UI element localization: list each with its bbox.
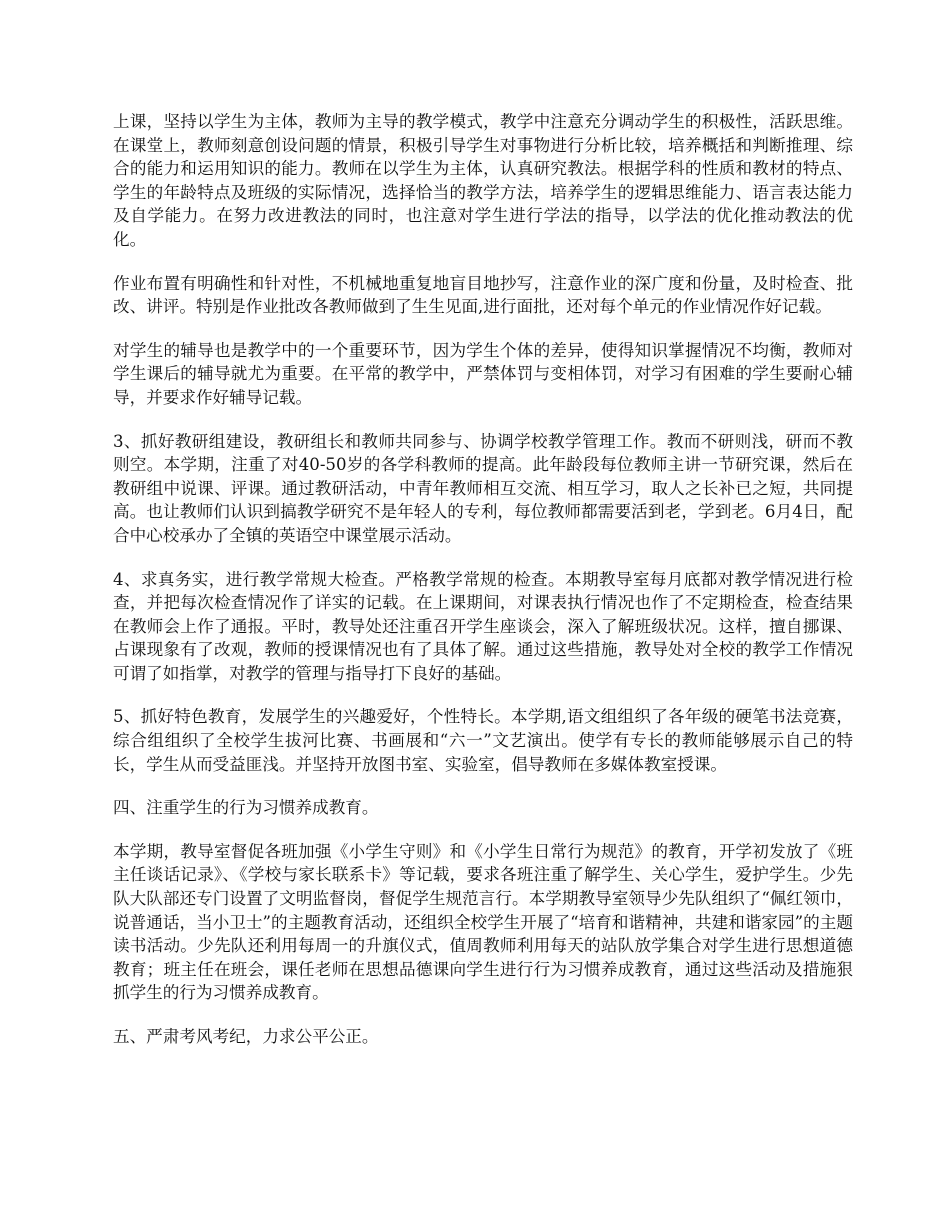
paragraph-homework: 作业布置有明确性和针对性，不机械地重复地盲目地抄写，注意作业的深广度和份量，及时检查、批改、讲评。特别是作业批改各教师做到了生生见面,进行面批，还对每个单元的作业情况作好记载。	[113, 273, 853, 317]
paragraph-research-group: 3、抓好教研组建设，教研组长和教师共同参与、协调学校教学管理工作。教而不研则浅，研而不教则空。本学期，注重了对40-50岁的各学科教师的提高。此年龄段每位教师主讲一节研究课，然后在教研组中说课、评课。通过教研活动，中青年教师相互交流、相互学习，取人之长补已之短，共同提高。也让教师们认识到搞教学研究不是年轻人的专利，每位教师都需要活到老，学到老。6月4日，配合中心校承办了全镇的英语空中课堂展示活动。	[113, 431, 853, 545]
paragraph-teaching-method: 上课，坚持以学生为主体，教师为主导的教学模式，教学中注意充分调动学生的积极性，活跃思维。在课堂上，教师刻意创设问题的情景，积极引导学生对事物进行分析比较，培养概括和判断推理、综合的能力和运用知识的能力。教师在以学生为主体，认真研究教法。根据学科的性质和教材的特点、学生的年龄特点及班级的实际情况，选择恰当的教学方法，培养学生的逻辑思维能力、语言表达能力及自学能力。在努力改进教法的同时，也注意对学生进行学法的指导，以学法的优化推动教法的优化。	[113, 112, 853, 249]
document-body	[113, 110, 853, 1069]
paragraph-routine-inspection: 4、求真务实，进行教学常规大检查。严格教学常规的检查。本期教导室每月底都对教学情况进行检查，并把每次检查情况作了详实的记载。在上课期间，对课表执行情况也作了不定期检查，检查结果在教师会上作了通报。平时，教导处还注重召开学生座谈会，深入了解班级状况。这样，擅自挪课、占课现象有了改观，教师的授课情况也有了具体了解。通过这些措施，教导处对全校的教学工作情况可谓了如指掌，对教学的管理与指导打下良好的基础。	[113, 569, 853, 683]
paragraph-tutoring: 对学生的辅导也是教学中的一个重要环节，因为学生个体的差异，使得知识掌握情况不均衡，教师对学生课后的辅导就尤为重要。在平常的教学中，严禁体罚与变相体罚，对学习有困难的学生要耐心辅导，并要求作好辅导记载。	[113, 340, 853, 407]
paragraph-behavior-education: 本学期，教导室督促各班加强《小学生守则》和《小学生日常行为规范》的教育，开学初发放了《班主任谈话记录》、《学校与家长联系卡》等记载，要求各班注重了解学生、关心学生，爱护学生。少先队大队部还专门设置了文明监督岗，督促学生规范言行。本学期教导室领导少先队组织了“佩红领巾，说普通话，当小卫士”的主题教育活动，还组织全校学生开展了“培育和谐精神，共建和谐家园”的主题读书活动。少先队还利用每周一的升旗仪式，值周教师利用每天的站队放学集合对学生进行思想道德教育；班主任在班会，课任老师在思想品德课向学生进行行为习惯养成教育，通过这些活动及措施狠抓学生的行为习惯养成教育。	[113, 841, 853, 1003]
section-heading-exam-discipline: 五、严肃考风考纪，力求公平公正。	[113, 1027, 379, 1046]
paragraph-special-education: 5、抓好特色教育，发展学生的兴趣爱好，个性特长。本学期,语文组组织了各年级的硬笔书法竞赛，综合组组织了全校学生拔河比赛、书画展和“六一”文艺演出。使学有专长的教师能够展示自己的特长，学生从而受益匪浅。并坚持开放图书室、实验室，倡导教师在多媒体教室授课。	[113, 707, 853, 774]
section-heading-behavior: 四、注重学生的行为习惯养成教育。	[113, 798, 379, 818]
